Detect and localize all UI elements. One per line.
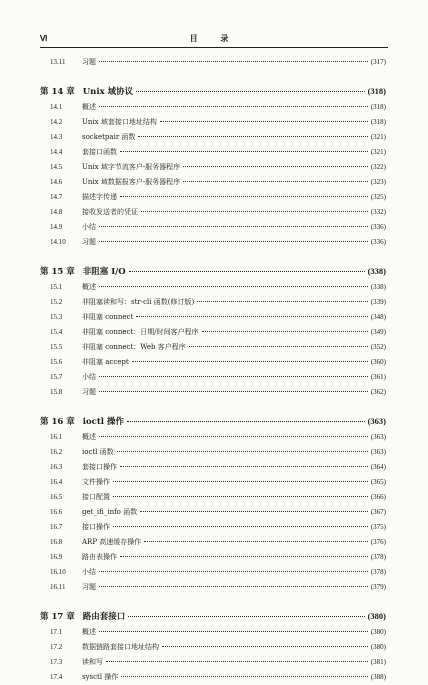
toc-entry[interactable] [40, 115, 386, 130]
page-ref: (349) [370, 328, 386, 336]
dot-leader [120, 555, 368, 557]
section-title: Unix 域套接口地址结构 [82, 118, 157, 126]
toc-entry[interactable] [40, 310, 386, 325]
page-header [40, 33, 388, 47]
dot-leader [140, 510, 368, 512]
section-title: 概述 [82, 283, 96, 291]
section-title: ARP 高速缓存操作 [82, 538, 142, 546]
page-ref: (376) [370, 538, 386, 546]
table-of-contents [40, 55, 386, 685]
section-title: 套接口函数 [82, 148, 117, 156]
page-ref: (380) [370, 643, 386, 651]
page-ref: (362) [370, 388, 386, 396]
dot-leader [136, 315, 368, 317]
toc-entry[interactable] [40, 235, 386, 250]
chapter-number: 第 16 章 [40, 417, 75, 427]
toc-entry[interactable] [40, 55, 386, 70]
section-number: 14.1 [50, 103, 63, 111]
page-ref: (321) [370, 133, 386, 141]
dot-leader [197, 300, 368, 302]
chapter-heading[interactable] [40, 82, 386, 100]
section-number: 16.3 [50, 463, 63, 471]
section-number: 16.5 [50, 493, 63, 501]
page-ref: (339) [370, 298, 386, 306]
dot-leader [99, 60, 368, 62]
dot-leader [129, 270, 365, 272]
toc-entry[interactable] [40, 370, 386, 385]
toc-entry[interactable] [40, 535, 386, 550]
dot-leader [99, 630, 368, 632]
dot-leader [120, 195, 368, 197]
chapter-title: Unix 域协议 [82, 87, 134, 97]
section-number: 15.4 [50, 328, 63, 336]
toc-entry[interactable] [40, 205, 386, 220]
dot-leader [99, 375, 368, 377]
dot-leader [141, 210, 368, 212]
dot-leader [99, 570, 368, 572]
section-title: 小结 [82, 568, 96, 576]
page-ref: (336) [370, 238, 386, 246]
section-number: 14.5 [50, 163, 63, 171]
section-number: 16.2 [50, 448, 63, 456]
section-number: 17.1 [50, 628, 63, 636]
section-title: 非阻塞 connect：Web 客户程序 [82, 343, 186, 351]
dot-leader [99, 435, 368, 437]
section-number: 17.3 [50, 658, 63, 666]
section-title: sysctl 操作 [82, 673, 119, 681]
chapter-page-ref: (363) [367, 416, 386, 426]
section-number: 16.6 [50, 508, 63, 516]
section-number: 15.7 [50, 373, 63, 381]
section-title: 习题 [82, 388, 96, 396]
page-ref: (366) [370, 493, 386, 501]
dot-leader [202, 330, 368, 332]
section-title: 接口配置 [82, 493, 110, 501]
toc-entry[interactable] [40, 565, 386, 580]
page-ref: (379) [370, 583, 386, 591]
section-title: 描述字传递 [82, 193, 117, 201]
section-title: 概述 [82, 103, 96, 111]
section-title: 非阻塞 accept [82, 358, 129, 366]
page-ref: (367) [370, 508, 386, 516]
toc-entry[interactable] [40, 385, 386, 400]
page-ref: (332) [370, 208, 386, 216]
section-number: 16.9 [50, 553, 63, 561]
section-title: ioctl 函数 [82, 448, 114, 456]
section-title: socketpair 函数 [82, 133, 136, 141]
section-title: 小结 [82, 223, 96, 231]
section-number: 16.10 [50, 568, 66, 576]
dot-leader [132, 360, 368, 362]
section-number: 14.9 [50, 223, 63, 231]
page-ref: (336) [370, 223, 386, 231]
toc-entry[interactable] [40, 670, 386, 685]
dot-leader [99, 390, 368, 392]
section-number: 15.3 [50, 313, 63, 321]
page-ref: (321) [370, 148, 386, 156]
page-ref: (317) [370, 58, 386, 66]
toc-entry[interactable] [40, 430, 386, 445]
toc-entry[interactable] [40, 625, 386, 640]
section-number: 17.4 [50, 673, 63, 681]
section-title: 非阻塞 connect [82, 313, 134, 321]
dot-leader [99, 225, 368, 227]
page-ref: (322) [370, 163, 386, 171]
toc-entry[interactable] [40, 220, 386, 235]
toc-entry[interactable] [40, 100, 386, 115]
section-title: 非阻塞 connect：日期/时间客户程序 [82, 328, 199, 336]
toc-entry[interactable] [40, 475, 386, 490]
dot-leader [113, 495, 368, 497]
section-title: get_ifi_info 函数 [82, 508, 138, 516]
chapter-number: 第 15 章 [40, 267, 75, 277]
toc-entry[interactable] [40, 325, 386, 340]
section-number: 16.1 [50, 433, 63, 441]
page-ref: (378) [370, 568, 386, 576]
dot-leader [99, 585, 368, 587]
toc-entry[interactable] [40, 505, 386, 520]
toc-entry[interactable] [40, 580, 386, 595]
section-number: 14.2 [50, 118, 63, 126]
section-number: 14.8 [50, 208, 63, 216]
section-title: 套接口操作 [82, 463, 117, 471]
chapter-title: 路由套接口 [82, 612, 126, 622]
page-ref: (381) [370, 658, 386, 666]
section-number: 14.10 [50, 238, 66, 246]
dot-leader [120, 150, 368, 152]
section-number: 14.3 [50, 133, 63, 141]
section-number: 14.7 [50, 193, 63, 201]
toc-entry[interactable] [40, 280, 386, 295]
page-title: 目 录 [189, 33, 239, 43]
page-ref: (380) [370, 628, 386, 636]
section-title: 非阻塞读和写：str-cli 函数(修订版) [82, 298, 195, 306]
section-number: 15.2 [50, 298, 63, 306]
page-ref: (323) [370, 178, 386, 186]
dot-leader [120, 465, 368, 467]
dot-leader [136, 90, 364, 92]
dot-leader [183, 180, 368, 182]
section-number: 16.4 [50, 478, 63, 486]
page-ref: (361) [370, 373, 386, 381]
toc-entry[interactable] [40, 190, 386, 205]
toc-entry[interactable] [40, 550, 386, 565]
section-number: 16.8 [50, 538, 63, 546]
page-ref: (365) [370, 478, 386, 486]
dot-leader [121, 675, 367, 677]
section-number: 14.6 [50, 178, 63, 186]
page-ref: (363) [370, 433, 386, 441]
dot-leader [160, 120, 368, 122]
section-title: 读和写 [82, 658, 103, 666]
section-number: 15.8 [50, 388, 63, 396]
section-number: 15.5 [50, 343, 63, 351]
page-ref: (318) [370, 118, 386, 126]
dot-leader [117, 450, 368, 452]
dot-leader [183, 165, 368, 167]
page-ref: (338) [370, 283, 386, 291]
chapter-heading[interactable] [40, 607, 386, 625]
page-ref: (388) [370, 673, 386, 681]
dot-leader [144, 540, 368, 542]
section-number: 14.4 [50, 148, 63, 156]
chapter-heading[interactable] [40, 262, 386, 280]
section-title: Unix 域数据报客户-服务器程序 [82, 178, 181, 186]
section-number: 15.6 [50, 358, 63, 366]
section-title: 路由表操作 [82, 553, 117, 561]
toc-entry[interactable] [40, 490, 386, 505]
section-title: 小结 [82, 373, 96, 381]
section-title: 习题 [82, 238, 96, 246]
chapter-title: ioctl 操作 [82, 417, 124, 427]
section-number: 13.11 [50, 58, 66, 66]
dot-leader [99, 240, 368, 242]
toc-entry[interactable] [40, 355, 386, 370]
section-title: 概述 [82, 433, 96, 441]
page-ref: (364) [370, 463, 386, 471]
section-title: 习题 [82, 583, 96, 591]
page-number: Ⅵ [40, 34, 48, 43]
page-ref: (363) [370, 448, 386, 456]
section-number: 16.7 [50, 523, 63, 531]
dot-leader [127, 420, 365, 422]
dot-leader [99, 285, 368, 287]
chapter-heading[interactable] [40, 412, 386, 430]
dot-leader [113, 480, 368, 482]
toc-entry[interactable] [40, 175, 386, 190]
section-title: 数据链路套接口地址结构 [82, 643, 159, 651]
dot-leader [162, 645, 368, 647]
section-title: 概述 [82, 628, 96, 636]
toc-entry[interactable] [40, 160, 386, 175]
toc-entry[interactable] [40, 145, 386, 160]
chapter-page-ref: (318) [367, 86, 386, 96]
page-ref: (378) [370, 553, 386, 561]
toc-entry[interactable] [40, 130, 386, 145]
section-title: 习题 [82, 58, 96, 66]
page-ref: (375) [370, 523, 386, 531]
section-title: 接口操作 [82, 523, 110, 531]
dot-leader [113, 525, 368, 527]
toc-entry[interactable] [40, 295, 386, 310]
dot-leader [106, 660, 368, 662]
page-ref: (318) [370, 103, 386, 111]
chapter-page-ref: (338) [367, 266, 386, 276]
section-title: 接收发送者的凭证 [82, 208, 138, 216]
dot-leader [99, 105, 368, 107]
dot-leader [138, 135, 367, 137]
toc-entry[interactable] [40, 520, 386, 535]
section-number: 15.1 [50, 283, 63, 291]
toc-entry[interactable] [40, 640, 386, 655]
chapter-number: 第 17 章 [40, 612, 75, 622]
dot-leader [128, 615, 364, 617]
dot-leader [189, 345, 368, 347]
section-number: 16.11 [50, 583, 66, 591]
toc-entry[interactable] [40, 460, 386, 475]
page-ref: (352) [370, 343, 386, 351]
page-ref: (348) [370, 313, 386, 321]
section-title: Unix 域字节流客户-服务器程序 [82, 163, 181, 171]
page-ref: (360) [370, 358, 386, 366]
section-title: 文件操作 [82, 478, 110, 486]
section-number: 17.2 [50, 643, 63, 651]
header-rule [40, 47, 388, 48]
chapter-number: 第 14 章 [40, 87, 75, 97]
chapter-title: 非阻塞 I/O [82, 267, 126, 277]
toc-entry[interactable] [40, 655, 386, 670]
page-ref: (325) [370, 193, 386, 201]
toc-entry[interactable] [40, 340, 386, 355]
toc-entry[interactable] [40, 445, 386, 460]
chapter-page-ref: (380) [367, 611, 386, 621]
